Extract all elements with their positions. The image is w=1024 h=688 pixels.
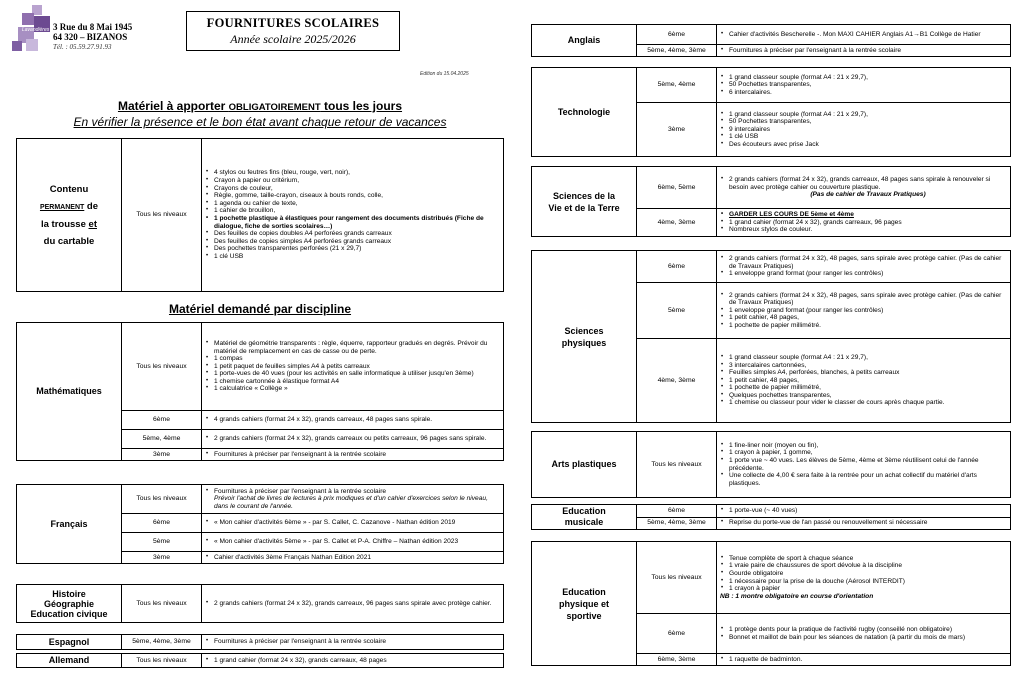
- items-cell: [202, 485, 504, 514]
- section2-heading: Matériel demandé par discipline: [168, 302, 352, 316]
- section1-subheading: En vérifier la présence et le bon état avant chaque retour de vacances: [73, 115, 447, 129]
- items-cell: [202, 449, 504, 461]
- list-item: • Quelques pochettes transparentes,: [720, 392, 1007, 400]
- items-cell: [717, 517, 1011, 530]
- table-row: [17, 485, 504, 514]
- cat-text: physique et: [558, 598, 609, 609]
- list-item: • 1 petit cahier, 48 pages,: [720, 377, 1007, 385]
- list-item: • Des feuilles de copies doubles A4 perforées grands carreaux: [205, 230, 500, 238]
- category-trousse: [17, 139, 122, 292]
- list-item: Prévoir l'achat de livres de lectures à prix modiques et d'un cahier d'exercices selon le niveau, dans le courant de l'année.: [214, 495, 488, 510]
- items-cell: [202, 139, 504, 292]
- list-item: • Des pochettes transparentes perforées (21 x 29,7): [205, 245, 500, 253]
- category-eps: [532, 542, 637, 666]
- address-street: 3 Rue du 8 Mai 1945: [53, 22, 133, 32]
- level-cell: 5ème: [637, 283, 717, 339]
- level-cell: 6ème, 3ème: [637, 654, 717, 666]
- items-cell: [717, 209, 1011, 237]
- svt-table: [531, 166, 1011, 237]
- level-cell: 6ème: [637, 25, 717, 45]
- level-cell: 5ème, 4ème, 3ème: [637, 45, 717, 57]
- list-item: • Bonnet et maillot de bain pour les séances de natation (à partir du mois de mars): [720, 634, 1007, 642]
- category-histoire: [17, 585, 122, 623]
- level-cell: Tous les niveaux: [637, 542, 717, 614]
- items-cell: [717, 25, 1011, 45]
- category-musique: [532, 505, 637, 530]
- level-cell: 5ème, 4ème: [637, 68, 717, 103]
- list-item: • 1 calculatrice « Collège »: [205, 385, 500, 393]
- list-item: • 1 enveloppe grand format (pour ranger les contrôles): [720, 307, 1007, 315]
- list-item: • Crayon à papier ou critérium,: [205, 177, 500, 185]
- level-cell: 6ème: [637, 505, 717, 518]
- level-cell: 3ème: [122, 552, 202, 564]
- cat-text: Sciences: [564, 325, 604, 336]
- items-cell: [202, 411, 504, 430]
- cat-text: la trousse: [41, 218, 89, 230]
- list-item: • 3 intercalaires cartonnées,: [720, 362, 1007, 370]
- category-anglais: Anglais: [532, 25, 637, 57]
- table-row: [17, 635, 504, 650]
- items-cell: [202, 635, 504, 650]
- list-item: • 1 grand cahier (format 24 x 32), grands carreaux, 96 pages: [720, 219, 1007, 227]
- list-item: • 1 pochette de papier millimétré,: [720, 384, 1007, 392]
- address-phone: Tél. : 05.59.27.91.93: [53, 43, 112, 51]
- table-row: [17, 585, 504, 623]
- cat-permanent: PERMANENT: [39, 203, 85, 211]
- histoire-table: [16, 584, 504, 623]
- items-cell: [717, 167, 1011, 209]
- list-item: • Fournitures à préciser par l'enseignant à la rentrée scolaire: [205, 638, 500, 646]
- list-item: • 2 grands cahiers (format 24 x 32), grands carreaux, 48 pages sans spirale à renouveler si besoin avec protège cahier ou couverture plastique.: [720, 176, 1007, 191]
- list-item: • 4 stylos ou feutres fins (bleu, rouge, vert, noir),: [205, 169, 500, 177]
- list-item: • 4 grands cahiers (format 24 x 32), grands carreaux, 48 pages sans spirale.: [205, 416, 500, 424]
- list-item: • 9 intercalaires: [720, 126, 1007, 134]
- list-item: • 50 Pochettes transparentes,: [720, 81, 1007, 89]
- category-francais: Français: [17, 485, 122, 564]
- list-item: • « Mon cahier d'activités 5ème » - par S. Callet et P-A. Chiffre – Nathan édition 2023: [205, 538, 500, 546]
- list-item: • 2 grands cahiers (format 24 x 32), 48 pages, sans spirale avec protège cahier. (Pas de cahier de Travaux Pratiques): [720, 255, 1007, 270]
- items-cell: [717, 283, 1011, 339]
- francais-table: [16, 484, 504, 564]
- category-espagnol: Espagnol: [17, 635, 122, 650]
- items-cell: [202, 654, 504, 668]
- heading-part: Matériel à apporter: [117, 99, 229, 113]
- level-cell: 6ème: [637, 614, 717, 654]
- techno-table: [531, 67, 1011, 157]
- list-item: • 1 clé USB: [720, 133, 1007, 141]
- cat-text: sportive: [566, 610, 602, 621]
- cat-text: Education civique: [30, 608, 108, 619]
- level-cell: 6ème, 5ème: [637, 167, 717, 209]
- list-item: • 1 grand classeur souple (format A4 : 21 x 29,7),: [720, 354, 1007, 362]
- items-cell: [202, 533, 504, 552]
- list-item: • 2 grands cahiers (format 24 x 32), grands carreaux ou petits carreaux, 96 pages sans spirale.: [205, 435, 500, 443]
- eps-table: [531, 541, 1011, 666]
- table-row: [532, 25, 1011, 45]
- level-cell: Tous les niveaux: [122, 485, 202, 514]
- level-cell: 4ème, 3ème: [637, 339, 717, 423]
- address-city: 64 320 – BIZANOS: [53, 32, 128, 42]
- list-item: • 1 grand classeur souple (format A4 : 21 x 29,7),: [720, 111, 1007, 119]
- list-item: • 1 nécessaire pour la prise de la douche (Aérosol INTERDIT): [720, 578, 1007, 586]
- items-cell: [717, 251, 1011, 283]
- level-cell: Tous les niveaux: [122, 323, 202, 411]
- cat-text: du cartable: [43, 235, 95, 247]
- level-cell: 3ème: [637, 103, 717, 157]
- items-cell: [717, 45, 1011, 57]
- school-logo: [6, 3, 56, 57]
- list-item: • 1 clé USB: [205, 253, 500, 261]
- level-cell: 6ème: [637, 251, 717, 283]
- cat-et: et: [88, 218, 97, 230]
- list-item: • 1 chemise cartonnée à élastique format A4: [205, 378, 500, 386]
- table-row: [532, 432, 1011, 498]
- list-item: • Fournitures à préciser par l'enseignant à la rentrée scolaire: [720, 47, 1007, 55]
- list-item: • 1 crayon à papier: [720, 585, 1007, 593]
- cat-text: Vie et de la Terre: [548, 202, 620, 213]
- cat-text: Education: [562, 506, 606, 516]
- list-item: • Règle, gomme, taille-crayon, ciseaux à bouts ronds, colle,: [205, 192, 500, 200]
- list-item: • 1 porte-vues de 40 vues (pour les activités en salle informatique à utiliser jusqu'en 3ème): [205, 370, 500, 378]
- list-item: • 1 fine-liner noir (moyen ou fin),: [720, 442, 1007, 450]
- list-item: • 1 petit cahier, 48 pages,: [720, 314, 1007, 322]
- level-cell: Tous les niveaux: [122, 139, 202, 292]
- list-item: • Des feuilles de copies simples A4 perforées grands carreaux: [205, 238, 500, 246]
- maths-table: [16, 322, 504, 461]
- physique-table: [531, 250, 1011, 423]
- level-cell: 4ème, 3ème: [637, 209, 717, 237]
- level-cell: 3ème: [122, 449, 202, 461]
- cat-text: Contenu: [49, 183, 89, 195]
- cat-text: Géographie: [43, 598, 94, 609]
- title-box: [186, 11, 400, 51]
- list-item: • 50 Pochettes transparentes,: [720, 118, 1007, 126]
- level-cell: Tous les niveaux: [122, 585, 202, 623]
- list-item: • Feuilles simples A4, perforées, blanches, à petits carreaux: [720, 369, 1007, 377]
- items-cell: [717, 68, 1011, 103]
- table-row: [17, 323, 504, 411]
- list-item: • Crayons de couleur,: [205, 185, 500, 193]
- anglais-table: [531, 24, 1011, 57]
- list-item: • Des écouteurs avec prise Jack: [720, 141, 1007, 149]
- list-item: • Nombreux stylos de couleur.: [720, 226, 1007, 234]
- items-cell: [717, 542, 1011, 614]
- items-cell: [717, 432, 1011, 498]
- items-cell: [202, 430, 504, 449]
- list-item: • 1 protège dents pour la pratique de l'activité rugby (conseillé non obligatoire): [720, 626, 1007, 634]
- table-row: [532, 542, 1011, 614]
- list-item: • 1 crayon à papier, 1 gomme,: [720, 449, 1007, 457]
- edition-date: Edition du 15.04.2025: [420, 71, 469, 77]
- list-item: • 1 pochette de papier millimétré.: [720, 322, 1007, 330]
- list-item: • 2 grands cahiers (format 24 x 32), grands carreaux, 96 pages sans spirale avec protège cahier.: [205, 600, 500, 608]
- table-row: [17, 139, 504, 292]
- list-item: • Reprise du porte-vue de l'an passé ou renouvellement si nécessaire: [720, 519, 1007, 527]
- logo-text: Lavandières: [22, 27, 50, 33]
- category-maths: Mathématiques: [17, 323, 122, 461]
- list-item: • 1 porte vue ~ 40 vues. Les élèves de 5ème, 4ème et 3ème réutilisent celui de l'année précédente.: [720, 457, 1007, 472]
- list-item: • Gourde obligatoire: [720, 570, 1007, 578]
- list-item: • 1 porte-vue (~ 40 vues): [720, 507, 1007, 515]
- list-item: • 1 vraie paire de chaussures de sport dévolue à la discipline: [720, 562, 1007, 570]
- table-row: [532, 251, 1011, 283]
- trousse-table: [16, 138, 504, 292]
- list-item: • 1 raquette de badminton.: [720, 656, 1007, 664]
- heading-obligatoire: OBLIGATOIREMENT: [228, 102, 321, 113]
- list-item: • 1 pochette plastique à élastiques pour rangement des documents distribués (Fiche de dialogue, fiche de sorties scolaires…): [205, 215, 500, 230]
- table-row: [532, 68, 1011, 103]
- list-item: • 6 intercalaires.: [720, 89, 1007, 97]
- items-cell: [202, 323, 504, 411]
- list-item: • 1 chemise ou classeur pour vider le classer de cours après chaque partie.: [720, 399, 1007, 407]
- table-row: [17, 654, 504, 668]
- school-address: [53, 22, 132, 52]
- list-item: • Fournitures à préciser par l'enseignant à la rentrée scolaire: [205, 488, 500, 496]
- table-row: [532, 505, 1011, 518]
- level-cell: 6ème: [122, 411, 202, 430]
- level-cell: 6ème: [122, 514, 202, 533]
- category-allemand: Allemand: [17, 654, 122, 668]
- list-item: • Matériel de géométrie transparents : règle, équerre, rapporteur gradués en degrés. Prévoir du matériel de remplacement en cas de casse ou de perte.: [205, 340, 500, 355]
- list-item: • Cahier d'activités 3ème Français Nathan Edition 2021: [205, 554, 500, 562]
- list-item: • 1 grand classeur souple (format A4 : 21 x 29,7),: [720, 74, 1007, 82]
- cat-text: de: [84, 200, 99, 212]
- langues-table: [16, 634, 504, 668]
- page-subtitle: Année scolaire 2025/2026: [230, 32, 356, 46]
- cat-text: Histoire: [52, 588, 86, 599]
- list-item: • 1 enveloppe grand format (pour ranger les contrôles): [720, 270, 1007, 278]
- items-cell: [717, 614, 1011, 654]
- list-item: • Une collecte de 4,00 € sera faite à la rentrée pour un achat collectif du matériel d'arts plastiques.: [720, 472, 1007, 487]
- items-cell: [717, 654, 1011, 666]
- category-physique: [532, 251, 637, 423]
- level-cell: 5ème, 4ème, 3ème: [637, 517, 717, 530]
- list-item: • 2 grands cahiers (format 24 x 32), 48 pages, sans spirale avec protège cahier. (Pas de cahier de Travaux Pratiques): [720, 292, 1007, 307]
- level-cell: Tous les niveaux: [122, 654, 202, 668]
- level-cell: 5ème: [122, 533, 202, 552]
- list-item: • GARDER LES COURS DE 5ème et 4ème: [720, 211, 1007, 219]
- items-cell: [717, 505, 1011, 518]
- table-row: [532, 167, 1011, 209]
- category-svt: [532, 167, 637, 237]
- level-cell: Tous les niveaux: [637, 432, 717, 498]
- list-item: • 1 agenda ou cahier de texte,: [205, 200, 500, 208]
- list-item-note: (Pas de cahier de Travaux Pratiques): [810, 191, 926, 199]
- cat-text: Education: [562, 586, 606, 597]
- items-cell: [202, 585, 504, 623]
- items-cell: [717, 339, 1011, 423]
- list-item: • 1 cahier de brouillon,: [205, 207, 500, 215]
- section1-heading: [16, 99, 504, 113]
- level-cell: 5ème, 4ème: [122, 430, 202, 449]
- musique-table: [531, 504, 1011, 530]
- list-item: • 1 petit paquet de feuilles simples A4 à petits carreaux: [205, 363, 500, 371]
- page-title: FOURNITURES SCOLAIRES: [206, 16, 380, 30]
- cat-text: physiques: [561, 337, 607, 348]
- heading-part: tous les jours: [320, 99, 403, 113]
- level-cell: 5ème, 4ème, 3ème: [122, 635, 202, 650]
- list-item: • Cahier d'activités Bescherelle -. Mon MAXI CAHIER Anglais A1→B1 Collège de Hatier: [720, 31, 1007, 39]
- category-techno: Technologie: [532, 68, 637, 157]
- list-item: • Fournitures à préciser par l'enseignant à la rentrée scolaire: [205, 451, 500, 459]
- list-item: • Tenue complète de sport à chaque séance: [720, 555, 1007, 563]
- items-cell: [202, 514, 504, 533]
- cat-text: musicale: [564, 517, 604, 527]
- items-cell: [202, 552, 504, 564]
- list-item: • « Mon cahier d'activités 6ème » - par S. Callet, C. Cazanove - Nathan édition 2019: [205, 519, 500, 527]
- category-arts: Arts plastiques: [532, 432, 637, 498]
- arts-table: [531, 431, 1011, 498]
- list-item-note: NB : 1 montre obligatoire en course d'orientation: [720, 592, 874, 600]
- list-item: • 1 grand cahier (format 24 x 32), grands carreaux, 48 pages: [205, 657, 500, 665]
- items-cell: [717, 103, 1011, 157]
- cat-text: Sciences de la: [552, 190, 616, 201]
- list-item: • 1 compas: [205, 355, 500, 363]
